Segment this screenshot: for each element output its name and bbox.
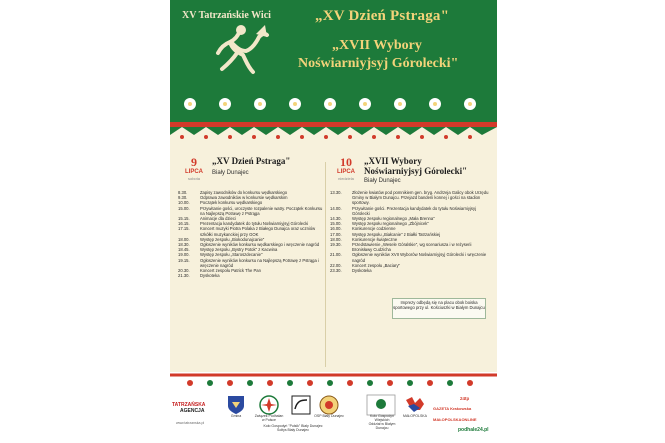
schedule-item: 9.30. Odprawa zawodników w konkursie wędkarskim — [178, 195, 288, 201]
runner-figure-icon — [210, 25, 270, 80]
schedule-item: 16.15. Prezentacja kandydatek do tytułu Noświarniyjsyj Górolecki — [178, 221, 309, 227]
column-divider — [325, 162, 326, 367]
schedule-item: 21.00. Ogłoszenie wyników XVII Wyborów Noświarniyjsyj Górolecki i wręczenie nagród — [330, 252, 487, 263]
schedule-item: 8.30. Zapisy zawodników do konkursu wędkarskiego — [178, 190, 288, 195]
podhale24-logo: podhale24.pl — [458, 427, 489, 433]
schedule-item: 15.00. Przywitanie gości, uroczyste rozpalenie watry. Początek Konkursu na Najlepszą Potrawę z Pstrąga — [178, 205, 323, 216]
radio-24tp-logo: 24tp — [460, 396, 470, 401]
poster-header — [170, 0, 497, 90]
schedule-item: 21.30. Dyskoteka — [178, 273, 220, 279]
schedule-item: 15.15. Animacje dla dzieci — [178, 216, 236, 222]
poster-title-2: „XVII Wybory — [332, 38, 422, 53]
event-poster — [170, 0, 497, 443]
day-2-weekday: niedziela — [338, 176, 354, 181]
kgw-branch-logo-icon — [366, 394, 396, 416]
schedule-item: 20.30. Koncert zespołu Patrick The Pan — [178, 268, 261, 274]
venue-note: Imprezy odbędą się na placu obok boiska sportowego przy ul. Kościuszki w Białym Dunajcu — [392, 298, 486, 319]
tatrzanska-url: www.tatrzanska.pl — [176, 421, 205, 425]
schedule-item: 19.30. Przedstawienie „Wesele Góralskie", wg scenariusza i w reżyserii Bronisławy Cudzicha — [330, 242, 472, 253]
schedule-item: 14.30. Występ zespołu regionalnego „Mała Brenna" — [330, 216, 435, 222]
schedule-item: 18.00. Konkurencje świąteczne — [330, 236, 398, 242]
schedule-item: 23.30. Dyskoteka — [330, 268, 372, 274]
poster-title-3: Noświarniyjsyj Górolecki" — [298, 56, 459, 71]
schedule-item: 17.00. Występ zespołu „Białcanie" z Białki Tatrzańskiej — [330, 231, 441, 237]
day-1-month: LIPCA — [185, 169, 203, 175]
kgw-logo-icon — [290, 394, 312, 416]
day-1-title: „XV Dzień Pstraga" — [212, 156, 291, 166]
sponsors-footer — [170, 390, 497, 443]
osp-label: OSP Biały Dunajec — [314, 414, 344, 418]
day-2-title-line-2: Noświarniyjsyj Górolecki" — [364, 166, 468, 176]
malopolska-label: MAŁOPOLSKA — [403, 414, 427, 418]
day-2-month: LIPCA — [337, 169, 355, 175]
tatrzanska-agencja-logo: TATRZAŃSKA AGENCJA — [172, 402, 210, 416]
day-1-date — [178, 156, 210, 181]
gazeta-krakowska-logo: GAZETA Krakowska — [433, 406, 472, 411]
schedule-item: 18.30. Ogłoszenie wyników konkursu wędkarskiego i wręczenie nagród — [178, 242, 320, 248]
osp-logo-icon — [318, 394, 340, 416]
gmina-coat-of-arms-icon — [225, 394, 247, 416]
day-1-schedule — [178, 190, 328, 278]
malopolskaonline-logo: MAŁOPOLSKAONLINE — [433, 417, 477, 422]
zwiazek-podhalan-logo-icon — [258, 394, 280, 416]
schedule-item: 15.00. Występ zespołu regionalnego „Zbójnicek" — [330, 221, 429, 227]
schedule-item: 19.00. Występ zespołu „Staroszdecanie" — [178, 252, 263, 258]
day-1-weekday: sobota — [187, 176, 200, 181]
organizer-line: Koło Gospodyń "Pulsik" Biały Dunajec Sołtys Biały Dunajec — [263, 424, 323, 432]
bottom-ornament-band — [170, 372, 497, 390]
schedule-item: 16.00. Konkurencje codzienne — [330, 226, 396, 232]
malopolska-logo-icon — [402, 394, 428, 416]
flower-ornament-icon — [170, 372, 497, 390]
day-2-place: Biały Dunajec — [364, 178, 401, 184]
day-2-number: 10 — [340, 155, 352, 169]
folk-ornament-band — [170, 90, 497, 150]
day-2-schedule — [330, 190, 490, 273]
day-1-place: Biały Dunajec — [212, 170, 249, 176]
day-2-title-line-1: „XVII Wybory — [364, 156, 422, 166]
schedule-item: 22.00. Koncert zespołu „Baciary" — [330, 262, 401, 268]
zwiazek-podhalan-label: Związek Podhalan w Polsce — [254, 414, 284, 422]
schedule-item: 14.00. Przywitanie gości. Prezentacja kandydatek do tytułu Noświarniyjsyj Górolecki — [330, 205, 477, 216]
schedule-item: 17.15. Koncert muzyki Piotra Polaka z Białego Dunajca oraz uczniów szkółki muzykanckiej przy GOK — [178, 226, 316, 237]
program-section — [170, 150, 497, 372]
poster-title-1: „XV Dzień Pstraga" — [315, 8, 450, 24]
day-2-date — [330, 156, 362, 181]
schedule-item: 18.00. Występ zespołu „Biokodunajcanie" — [178, 236, 265, 242]
edelweiss-ornament-icon — [170, 90, 497, 150]
schedule-item: 13.30. Złożenie kwiatów pod pomnikiem gen. bryg. Andrzeja Galicy obok Urzędu Gminy w Białym Dunajcu. Przejazd banderii konnej i gości na stadion sportowy. — [330, 190, 489, 206]
poster-series: XV Tatrzańskie Wici — [182, 10, 271, 21]
kgw-branch-label: Koło Gospodyń Wiejskich Oddział w Białym Dunajcu — [368, 414, 396, 430]
gmina-label: Gmina — [230, 414, 242, 418]
schedule-item: 10.00. Początek konkursu wędkarskiego — [178, 200, 263, 206]
day-1-number: 9 — [191, 155, 197, 169]
schedule-item: 18.45. Występ zespołu „Bystry Potok" z Kacwina — [178, 247, 278, 253]
schedule-item: 19.15. Ogłoszenie wyników konkursu na Najlepszą Potrawę z Pstrąga i wręczenie nagród — [178, 257, 319, 268]
